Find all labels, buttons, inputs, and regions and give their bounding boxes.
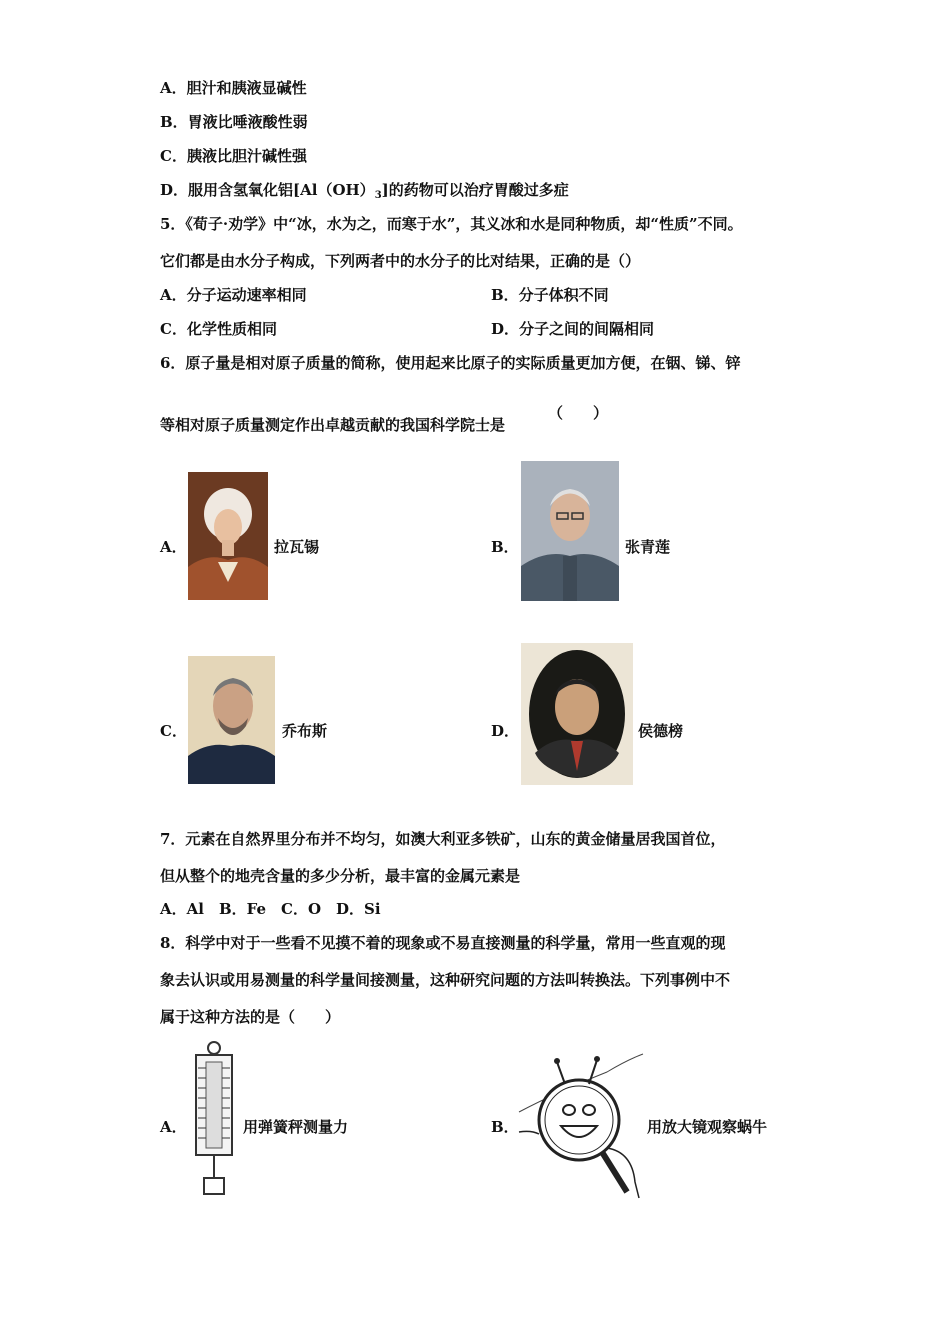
portrait-image-a xyxy=(188,472,268,600)
portrait-image-c xyxy=(188,656,275,784)
q8-option-a-text: 用弹簧秤测量力 xyxy=(243,1118,349,1136)
q4-option-b: B．胃液比唾液酸性弱 xyxy=(160,113,308,131)
q8-option-a-letter: A． xyxy=(160,1118,187,1136)
q8-stem-line1: 8．科学中对于一些看不见摸不着的现象或不易直接测量的科学量，常用一些直观的现 xyxy=(160,934,726,952)
portrait-d-drawing xyxy=(521,643,633,785)
q5-stem-line1: 5．《荀子·劝学》中“冰，水为之，而寒于水”，其义冰和水是同种物质，却“性质”不同。 xyxy=(160,215,743,233)
q4-option-c: C．胰液比胆汁碱性强 xyxy=(160,147,307,165)
q6-option-c-letter: C． xyxy=(160,722,187,740)
q6-option-d-name: 侯德榜 xyxy=(638,722,684,740)
q5-option-a: A．分子运动速率相同 xyxy=(160,286,307,304)
portrait-a-drawing xyxy=(188,472,268,600)
q7-stem-line1: 7．元素在自然界里分布并不均匀，如澳大利亚多铁矿，山东的黄金储量居我国首位， xyxy=(160,830,726,848)
portrait-c-drawing xyxy=(188,656,275,784)
spring-scale-drawing xyxy=(188,1040,240,1198)
q4-option-a: A．胆汁和胰液显碱性 xyxy=(160,79,307,97)
portrait-image-d xyxy=(521,643,633,785)
magnifier-snail-image xyxy=(517,1052,645,1200)
portrait-b-drawing xyxy=(521,461,619,601)
q6-answer-paren: （ ） xyxy=(548,404,609,422)
q7-options: A．Al B．Fe C．O D．Si xyxy=(160,900,381,918)
q6-option-a-name: 拉瓦锡 xyxy=(274,538,320,556)
magnifier-snail-drawing xyxy=(517,1052,645,1200)
q4-option-d-pre: D．服用含氢氧化铝[Al（OH） xyxy=(160,181,375,199)
q8-option-b-text: 用放大镜观察蜗牛 xyxy=(647,1118,768,1136)
q7-stem-line2: 但从整个的地壳含量的多少分析，最丰富的金属元素是 xyxy=(160,867,521,885)
q6-stem-line1: 6．原子量是相对原子质量的简称，使用起来比原子的实际质量更加方便，在铟、锑、锌 xyxy=(160,354,741,372)
q5-stem-line2: 它们都是由水分子构成，下列两者中的水分子的比对结果，正确的是（） xyxy=(160,252,641,270)
q6-option-b-name: 张青莲 xyxy=(625,538,671,556)
q5-option-d: D．分子之间的间隔相同 xyxy=(491,320,655,338)
q8-option-b-letter: B． xyxy=(491,1118,519,1136)
q6-stem-line2: 等相对原子质量测定作出卓越贡献的我国科学院士是 xyxy=(160,416,506,434)
q4-option-d xyxy=(160,180,569,206)
q6-option-a-letter: A． xyxy=(160,538,187,556)
q4-option-d-post: ]的药物可以治疗胃酸过多症 xyxy=(381,181,569,199)
q5-option-b: B．分子体积不同 xyxy=(491,286,609,304)
q4-option-d-sub: 3 xyxy=(374,190,382,201)
q8-stem-line3: 属于这种方法的是（ ） xyxy=(160,1008,341,1026)
q8-stem-line2: 象去认识或用易测量的科学量间接测量，这种研究问题的方法叫转换法。下列事例中不 xyxy=(160,971,731,989)
q5-option-c: C．化学性质相同 xyxy=(160,320,277,338)
spring-scale-image xyxy=(188,1040,240,1198)
portrait-image-b xyxy=(521,461,619,601)
q6-option-b-letter: B． xyxy=(491,538,519,556)
q6-option-d-letter: D． xyxy=(491,722,520,740)
q6-option-c-name: 乔布斯 xyxy=(282,722,328,740)
